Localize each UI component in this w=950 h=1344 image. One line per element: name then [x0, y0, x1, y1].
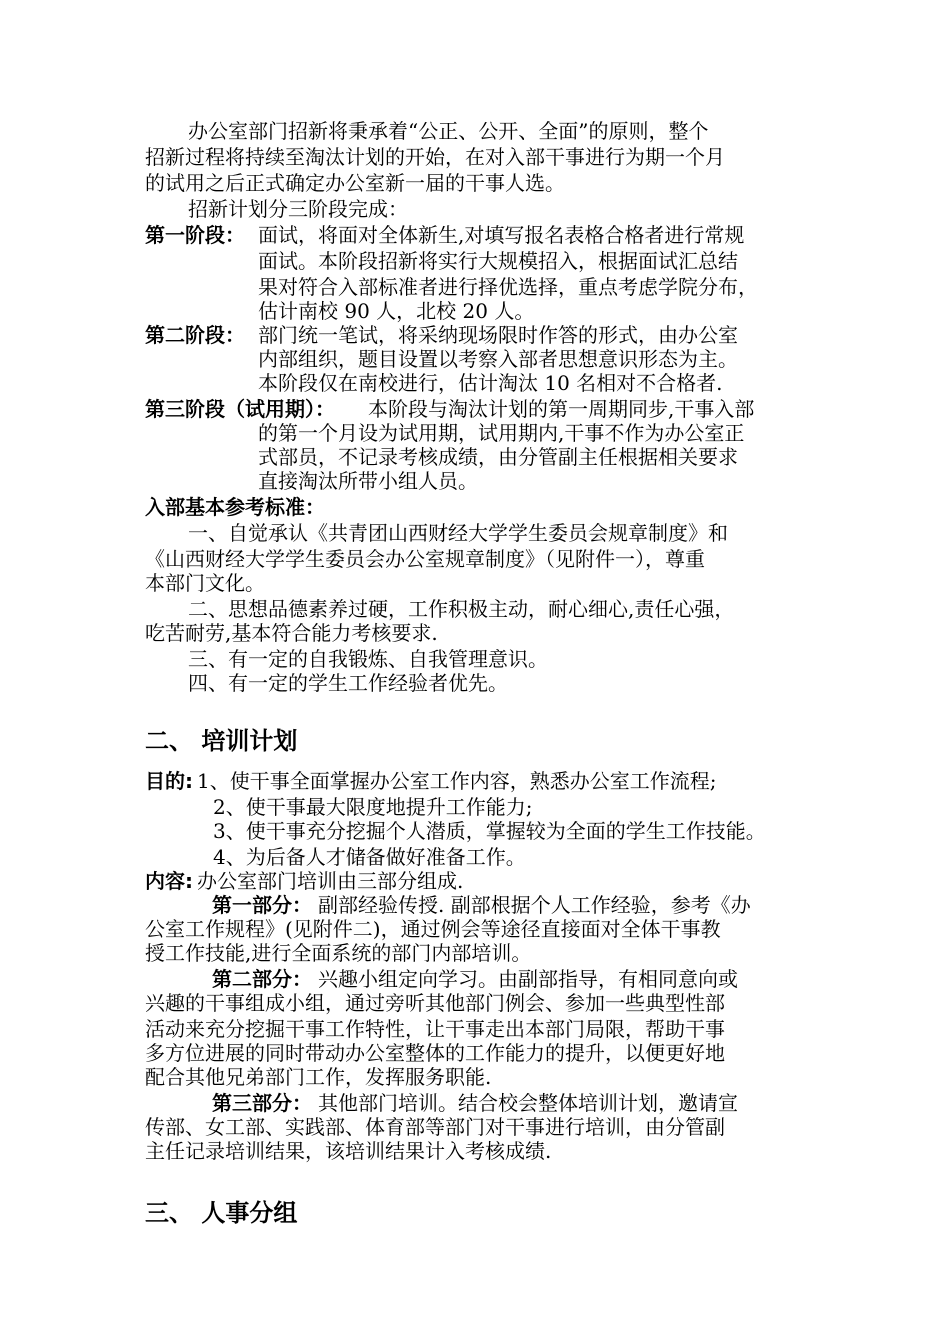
stage-2-label: 第二阶段：: [145, 323, 245, 347]
part-2-line: 活动来充分挖掘干事工作特性，让干事走出本部门局限，帮助干事: [145, 1017, 725, 1041]
part-2-line: 兴趣小组定向学习。由副部指导，有相同意向或: [318, 967, 738, 991]
goal-label: 目的:: [145, 769, 193, 793]
part-1-line: 授工作技能,进行全面系统的部门内部培训。: [145, 941, 532, 965]
intro-line: 招新过程将持续至淘汰计划的开始，在对入部干事进行为期一个月: [145, 145, 725, 169]
part-1-line: 副部经验传授. 副部根据个人工作经验，参考《办: [318, 893, 751, 917]
stage-2-line: 内部组织，题目设置以考察入部者思想意识形态为主。: [258, 347, 738, 371]
standard-line: 三、有一定的自我锻炼、自我管理意识。: [188, 647, 548, 671]
part-3-line: 主任记录培训结果，该培训结果计入考核成绩.: [145, 1139, 552, 1163]
part-2-label: 第二部分：: [212, 967, 312, 991]
standard-line: 四、有一定的学生工作经验者优先。: [188, 671, 508, 695]
section-3-heading: 三、 人事分组: [145, 1199, 298, 1227]
stage-1-line: 面试。本阶段招新将实行大规模招入，根据面试汇总结: [258, 249, 738, 273]
section-2-heading: 二、 培训计划: [145, 727, 298, 755]
standard-line: 二、思想品德素养过硬，工作积极主动，耐心细心,责任心强，: [188, 597, 735, 621]
stage-1-line: 面试，将面对全体新生,对填写报名表格合格者进行常规: [258, 223, 745, 247]
part-2-line: 配合其他兄弟部门工作，发挥服务职能.: [145, 1065, 492, 1089]
part-1-line: 公室工作规程》(见附件二)，通过例会等途径直接面对全体干事教: [145, 917, 721, 941]
standards-title: 入部基本参考标准：: [145, 495, 325, 519]
stage-3-line: 式部员，不记录考核成绩，由分管副主任根据相关要求: [258, 445, 738, 469]
standard-line: 《山西财经大学学生委员会办公室规章制度》（见附件一），尊重: [145, 547, 705, 571]
intro-phases-line: 招新计划分三阶段完成：: [188, 197, 408, 221]
part-1-label: 第一部分：: [212, 893, 312, 917]
standard-line: 本部门文化。: [145, 571, 265, 595]
stage-3-line: 的第一个月设为试用期，试用期内,干事不作为办公室正: [258, 421, 745, 445]
part-3-line: 传部、女工部、实践部、体育部等部门对干事进行培训，由分管副: [145, 1115, 725, 1139]
stage-3-line: 本阶段与淘汰计划的第一周期同步,干事入部: [368, 397, 755, 421]
stage-3-label: 第三阶段（试用期）：: [145, 397, 335, 421]
stage-1-line: 果对符合入部标准者进行择优选择，重点考虑学院分布，: [258, 275, 758, 299]
part-2-line: 兴趣的干事组成小组，通过旁听其他部门例会、参加一些典型性部: [145, 991, 725, 1015]
stage-2-line: 本阶段仅在南校进行，估计淘汰 10 名相对不合格者.: [258, 371, 723, 395]
stage-1-line: 估计南校 90 人，北校 20 人。: [258, 299, 535, 323]
content-text: 办公室部门培训由三部分组成.: [197, 869, 464, 893]
intro-line: 办公室部门招新将秉承着“公正、公开、全面”的原则，整个: [188, 119, 709, 143]
goal-line: 3、使干事充分挖掘个人潜质，掌握较为全面的学生工作技能。: [213, 819, 766, 843]
intro-line: 的试用之后正式确定办公室新一届的干事人选。: [145, 171, 565, 195]
standard-line: 一、自觉承认《共青团山西财经大学学生委员会规章制度》和: [188, 521, 728, 545]
goal-line: 1、使干事全面掌握办公室工作内容，熟悉办公室工作流程;: [197, 769, 717, 793]
goal-line: 4、为后备人才储备做好准备工作。: [213, 845, 526, 869]
stage-3-line: 直接淘汰所带小组人员。: [258, 469, 478, 493]
part-3-label: 第三部分：: [212, 1091, 312, 1115]
stage-1-label: 第一阶段：: [145, 223, 245, 247]
stage-2-line: 部门统一笔试，将采纳现场限时作答的形式，由办公室: [258, 323, 738, 347]
part-3-line: 其他部门培训。结合校会整体培训计划，邀请宣: [318, 1091, 738, 1115]
content-label: 内容:: [145, 869, 193, 893]
goal-line: 2、使干事最大限度地提升工作能力;: [213, 795, 533, 819]
standard-line: 吃苦耐劳,基本符合能力考核要求.: [145, 621, 438, 645]
part-2-line: 多方位进展的同时带动办公室整体的工作能力的提升，以便更好地: [145, 1041, 725, 1065]
